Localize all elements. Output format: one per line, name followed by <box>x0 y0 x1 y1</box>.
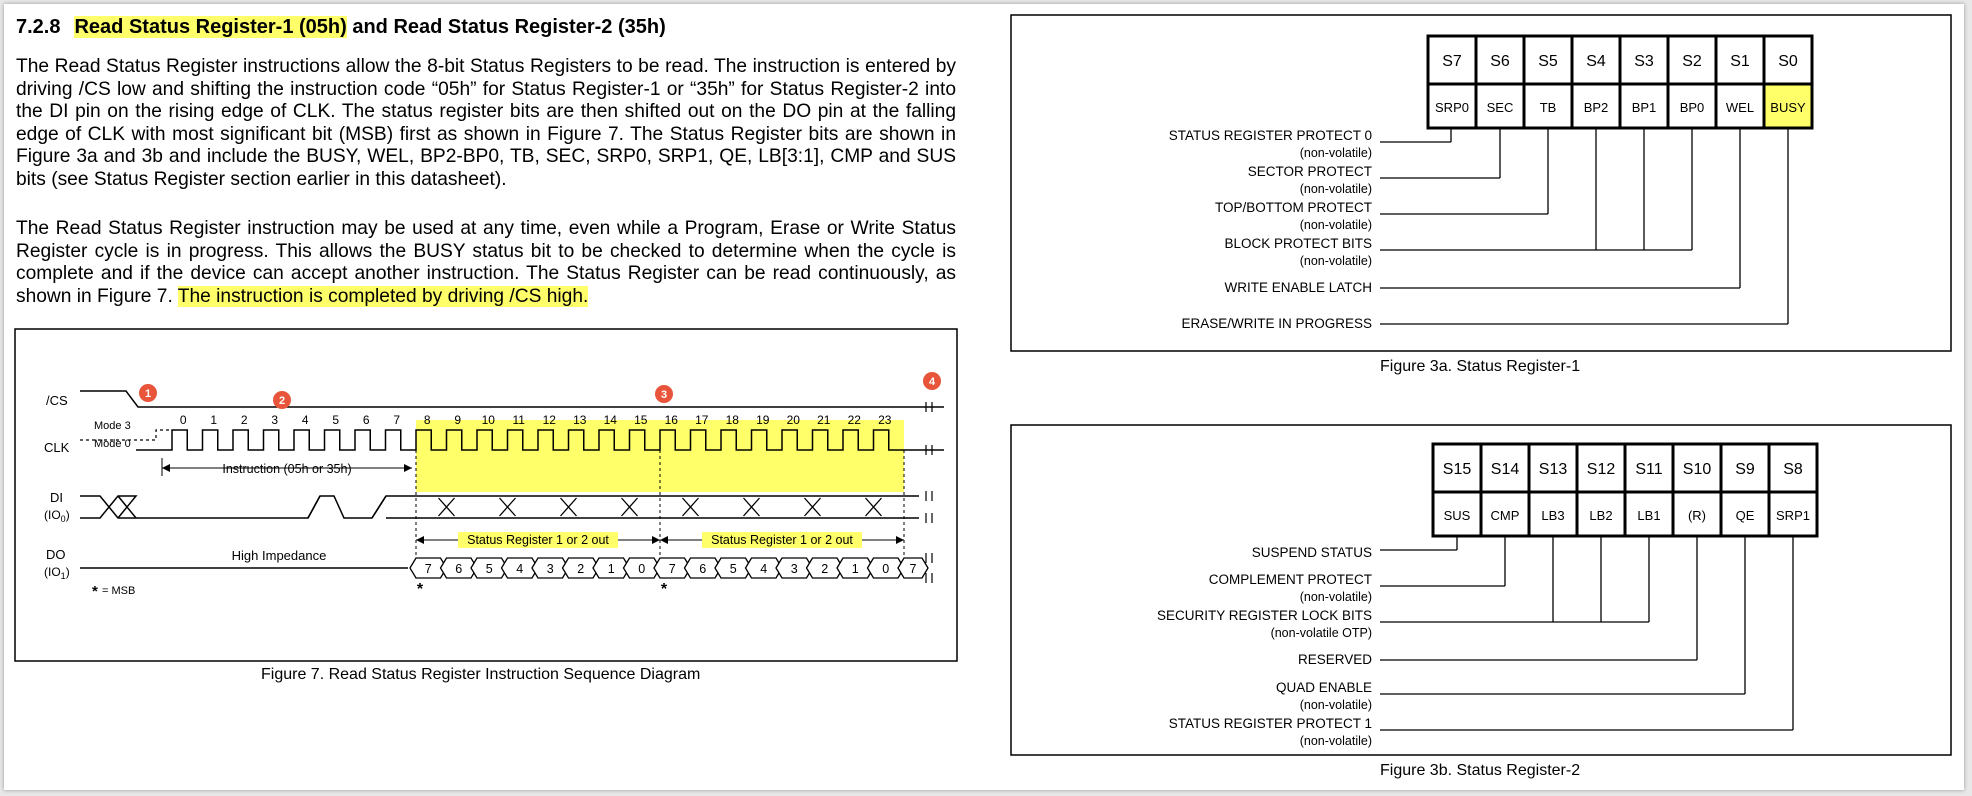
do-bit-label: 0 <box>882 562 890 576</box>
figure3a-bit-label: S2 <box>1682 53 1702 70</box>
paragraph-2 <box>16 218 956 308</box>
figure3b-bit-name: (R) <box>1687 508 1707 523</box>
clock-number: 12 <box>542 413 556 427</box>
figure-7-timing-diagram <box>14 328 958 662</box>
do-bit-label: 7 <box>909 562 917 576</box>
clock-number: 22 <box>847 413 861 427</box>
msb-note-star: * <box>92 583 98 600</box>
high-impedance-label: High Impedance <box>231 548 327 563</box>
paragraph-2-text: The Read Status Register instruction may be used at any time, even while a Program, Erase or Write Status Register cycle is in progress. This allows the BUSY status bit to be checked to determine when the cycle is complete and if the device can accept another instruction. The Status Register can be read continuously, as shown in Figure 7. <box>16 218 956 307</box>
clock-number: 23 <box>878 413 892 427</box>
clock-number: 15 <box>634 413 648 427</box>
figure-7-caption: Figure 7. Read Status Register Instruction Sequence Diagram <box>261 666 701 683</box>
clock-number: 18 <box>725 413 739 427</box>
document-page <box>4 4 1964 790</box>
do-bit-label: 6 <box>455 562 463 576</box>
clock-number: 3 <box>271 413 279 427</box>
figure3a-bit-label: S1 <box>1730 53 1750 70</box>
section-title-highlight: Read Status Register-1 (05h) <box>74 16 347 38</box>
step-marker-number: 2 <box>278 395 286 407</box>
clock-number: 1 <box>210 413 218 427</box>
figure3a-bit-name: SEC <box>1486 100 1514 115</box>
figure3b-bit-name: LB3 <box>1541 508 1565 523</box>
figure3a-bit-label: S7 <box>1442 53 1462 70</box>
step-marker-number: 4 <box>928 376 936 388</box>
figure3b-field-sublabel: (non-volatile) <box>1299 590 1372 604</box>
figure3b-bit-label: S15 <box>1442 461 1472 478</box>
do-sub-index: 1 <box>60 571 66 581</box>
figure3b-field-sublabel: (non-volatile OTP) <box>1270 626 1372 640</box>
section-number: 7.2.8 <box>16 16 61 38</box>
sr-out-label: Status Register 1 or 2 out <box>467 533 609 547</box>
instruction-label: Instruction (05h or 35h) <box>222 462 352 476</box>
figure3a-bit-name: BP2 <box>1583 100 1609 115</box>
do-bit-label: 6 <box>699 562 707 576</box>
do-sub-close: ) <box>65 565 70 579</box>
figure3a-bit-name: TB <box>1539 100 1557 115</box>
di-label: DI <box>50 490 63 505</box>
figure3b-field-label: STATUS REGISTER PROTECT 1 <box>1168 716 1372 731</box>
figure3a-field-sublabel: (non-volatile) <box>1299 254 1372 268</box>
do-bit-label: 7 <box>668 562 676 576</box>
do-bit-label: 3 <box>546 562 554 576</box>
figure3b-bit-name: SRP1 <box>1776 508 1810 523</box>
figure3a-field-label: TOP/BOTTOM PROTECT <box>1214 200 1372 215</box>
figure3a-field-label: SECTOR PROTECT <box>1247 164 1372 179</box>
do-bit-label: 3 <box>790 562 798 576</box>
figure3b-bit-label: S11 <box>1635 461 1663 478</box>
clock-number: 11 <box>512 413 525 427</box>
do-bit-label: 5 <box>485 562 493 576</box>
clock-number: 21 <box>817 413 831 427</box>
figure3a-bit-name: BUSY <box>1770 100 1806 115</box>
figure3a-bit-label: S0 <box>1778 53 1798 70</box>
do-bit-label: 1 <box>607 562 615 576</box>
clock-number: 5 <box>332 413 340 427</box>
figure3b-bit-label: S10 <box>1682 461 1712 478</box>
clock-number: 17 <box>695 413 709 427</box>
clock-number: 20 <box>786 413 800 427</box>
step-marker-number: 3 <box>660 389 668 401</box>
clock-number: 6 <box>362 413 370 427</box>
figure3a-bit-name: WEL <box>1725 100 1755 115</box>
figure3b-bit-name: LB1 <box>1637 508 1661 523</box>
paragraph-2-highlight: The instruction is completed by driving /CS high. <box>177 285 589 307</box>
figure3a-field-label: WRITE ENABLE LATCH <box>1224 280 1372 295</box>
di-sub-close: ) <box>65 508 70 522</box>
do-bit-label: 2 <box>577 562 585 576</box>
paragraph-1: The Read Status Register instructions allow the 8-bit Status Registers to be read. The instruction is entered by driving /CS low and shifting the instruction code “05h” for Status Register-1 or “35h” for Status Register-2 into the DI pin on the rising edge of CLK. The status register bits are then shifted out on the DO pin at the falling edge of CLK with most significant bit (MSB) first as shown in Figure 7. The Status Register bits are shown in Figure 3a and 3b and include the BUSY, WEL, BP2-BP0, TB, SEC, SRP0, SRP1, QE, LB[3:1], CMP and SUS bits (see Status Register section earlier in this datasheet). <box>16 56 956 190</box>
do-label: DO <box>46 547 66 562</box>
figure3a-bit-label: S6 <box>1490 53 1510 70</box>
clock-number: 10 <box>481 413 495 427</box>
figure-3b-register-diagram <box>1010 424 1952 760</box>
figure3a-bit-name: BP0 <box>1679 100 1705 115</box>
di-sublabel <box>44 508 70 524</box>
clock-number: 19 <box>756 413 770 427</box>
figure3b-field-sublabel: (non-volatile) <box>1299 734 1372 748</box>
msb-star: * <box>660 581 668 598</box>
step-marker-number: 1 <box>144 388 152 400</box>
clock-number: 14 <box>603 413 617 427</box>
figure3b-bit-name: QE <box>1735 508 1755 523</box>
figure3b-bit-name: LB2 <box>1589 508 1613 523</box>
do-bit-label: 4 <box>760 562 768 576</box>
figure3b-field-sublabel: (non-volatile) <box>1299 698 1372 712</box>
do-bit-label: 4 <box>516 562 524 576</box>
figure3a-field-sublabel: (non-volatile) <box>1299 146 1372 160</box>
clock-number: 9 <box>454 413 462 427</box>
do-bit-label: 5 <box>729 562 737 576</box>
do-sub-prefix: (IO <box>44 565 61 579</box>
figure3b-field-label: QUAD ENABLE <box>1275 680 1372 695</box>
figure3b-bit-name: SUS <box>1443 508 1471 523</box>
cs-label: /CS <box>46 393 68 408</box>
do-bit-label: 1 <box>851 562 859 576</box>
figure3a-field-sublabel: (non-volatile) <box>1299 182 1372 196</box>
figure3b-bit-label: S8 <box>1783 461 1803 478</box>
figure3a-bit-name: SRP0 <box>1435 100 1469 115</box>
clock-number: 16 <box>664 413 678 427</box>
di-sub-prefix: (IO <box>44 508 61 522</box>
figure3a-frame <box>1011 15 1951 351</box>
figure3a-field-label: STATUS REGISTER PROTECT 0 <box>1168 128 1372 143</box>
figure3a-bit-name: BP1 <box>1631 100 1657 115</box>
figure3b-field-label: COMPLEMENT PROTECT <box>1208 572 1372 587</box>
figure3b-bit-label: S9 <box>1735 461 1755 478</box>
clock-number: 4 <box>301 413 309 427</box>
figure3a-field-label: ERASE/WRITE IN PROGRESS <box>1181 316 1372 331</box>
clock-number: 2 <box>240 413 248 427</box>
di-sub-index: 0 <box>60 514 66 524</box>
clock-number: 13 <box>573 413 587 427</box>
msb-star: * <box>416 581 424 598</box>
clock-number: 8 <box>423 413 431 427</box>
figure3b-bit-label: S12 <box>1586 461 1616 478</box>
figure3a-bit-label: S3 <box>1634 53 1654 70</box>
figure-7-frame <box>15 329 957 661</box>
do-bit-label: 7 <box>424 562 432 576</box>
clk-label: CLK <box>44 440 70 455</box>
figure3b-bit-name: CMP <box>1490 508 1520 523</box>
figure3a-bit-label: S5 <box>1538 53 1558 70</box>
mode-3-label: Mode 3 <box>94 420 131 432</box>
clock-number: 7 <box>393 413 401 427</box>
figure-3b-caption: Figure 3b. Status Register-2 <box>1380 762 1581 779</box>
do-bit-label: 0 <box>638 562 646 576</box>
figure-3a-register-diagram <box>1010 14 1952 356</box>
sr-out-label: Status Register 1 or 2 out <box>711 533 853 547</box>
figure3b-bit-label: S13 <box>1538 461 1568 478</box>
mode-0-label: Mode 0 <box>94 438 131 450</box>
section-heading <box>16 16 666 39</box>
figure3b-bit-label: S14 <box>1490 461 1520 478</box>
do-sublabel <box>44 565 70 581</box>
figure3b-field-label: SUSPEND STATUS <box>1251 545 1372 560</box>
figure-3a-caption: Figure 3a. Status Register-1 <box>1380 358 1581 375</box>
figure3b-field-label: RESERVED <box>1297 652 1372 667</box>
clock-number: 0 <box>179 413 187 427</box>
figure3a-bit-label: S4 <box>1586 53 1606 70</box>
msb-note: = MSB <box>102 585 136 597</box>
section-title: and Read Status Register-2 (35h) <box>346 16 666 38</box>
do-bit-label: 2 <box>821 562 829 576</box>
figure3a-field-label: BLOCK PROTECT BITS <box>1224 236 1372 251</box>
figure3a-field-sublabel: (non-volatile) <box>1299 218 1372 232</box>
figure3b-field-label: SECURITY REGISTER LOCK BITS <box>1156 608 1372 623</box>
